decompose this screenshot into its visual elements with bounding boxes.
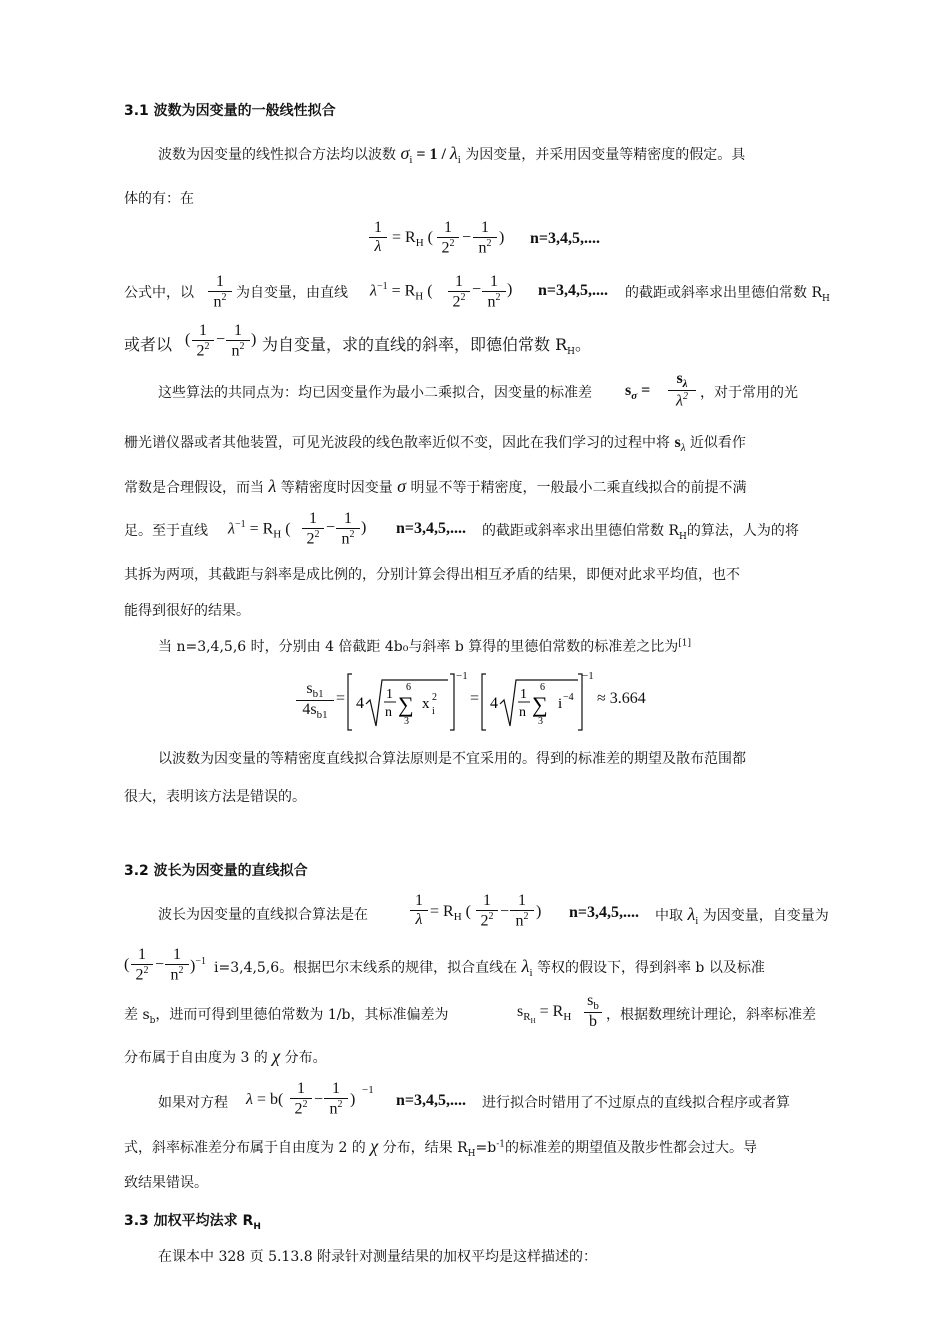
paragraph-line: 式，斜率标准差分布属于自由度为 2 的 χ 分布，结果 $R_H=b^{-1}$的标准差的期望值及散步性都会过大。导 xyxy=(124,1136,757,1159)
svg-text:6: 6 xyxy=(406,682,411,693)
fraction-inline: $\frac{1}{n^2}$ xyxy=(208,273,232,311)
equation-inline: $\lambda^{-1} = R_H$ ( xyxy=(370,281,433,303)
paragraph-line: 分布属于自由度为 3 的 χ 分布。 xyxy=(124,1046,327,1066)
paragraph-line: 致结果错误。 xyxy=(124,1175,208,1191)
fraction-inline: $\frac{1}{2^2}$ xyxy=(192,322,214,360)
svg-text:x: x xyxy=(422,696,430,712)
svg-text:∑: ∑ xyxy=(532,692,548,717)
fraction-inline: $\frac{1}{n^2}$ xyxy=(324,1080,348,1118)
fraction-inline: $\frac{1}{n^2}$ xyxy=(336,510,360,548)
svg-text:n: n xyxy=(385,705,392,720)
n-range: n=3,4,5,.... xyxy=(538,282,609,299)
svg-text:−4: −4 xyxy=(563,692,574,703)
svg-text:i: i xyxy=(432,706,435,717)
equation-inline: $\lambda^{-1} = R_H$ ( xyxy=(228,519,291,541)
fraction-inline: $\frac{1}{n^2}$ xyxy=(226,322,250,360)
paragraph-line: 波长为因变量的直线拟合算法是在 xyxy=(158,907,368,923)
paragraph-line: 波数为因变量的线性拟合方法均以波数 $\sigma_i = 1 / \lambda_i$ 为因变量，并采用因变量等精密度的假定。具 xyxy=(158,143,746,166)
paragraph-line: 公式中，以 xyxy=(124,285,194,301)
section-3-2-heading: 3.2 波长为因变量的直线拟合 xyxy=(124,863,308,879)
n-range: n=3,4,5,.... xyxy=(396,1092,467,1109)
svg-text:n: n xyxy=(519,705,526,720)
ratio-value: ≈ 3.664 xyxy=(597,690,646,707)
paragraph-line: 以波数为因变量的等精密度直线拟合算法原则是不宜采用的。得到的标准差的期望及散布范围都 xyxy=(158,751,746,767)
equation-inline: = $R_H$ ( xyxy=(430,903,471,924)
paragraph-line: 足。至于直线 xyxy=(124,523,208,539)
paragraph-line: 这些算法的共同点为：均已因变量作为最小二乘拟合，因变量的标准差 xyxy=(158,385,592,401)
equation-inline: $s_\sigma$ = xyxy=(625,382,651,403)
svg-text:2: 2 xyxy=(432,692,437,703)
svg-text:3: 3 xyxy=(538,716,543,727)
svg-text:3: 3 xyxy=(404,716,409,727)
svg-text:4: 4 xyxy=(490,695,498,712)
paragraph-line: 在课本中 328 页 5.13.8 附录针对测量结果的加权平均是这样描述的： xyxy=(158,1249,598,1265)
paragraph-line: 中取 $\lambda_i$ 为因变量，自变量为 xyxy=(655,904,829,927)
svg-text:6: 6 xyxy=(540,682,545,693)
paragraph-line: 为自变量，由直线 xyxy=(236,285,348,301)
root-expression-2 xyxy=(478,670,588,734)
section-3-3-heading: 3.3 加权平均法求 $R_H$ xyxy=(124,1213,261,1232)
paragraph-line: 如果对方程 xyxy=(158,1095,228,1111)
paragraph-line: 常数是合理假设，而当 λ 等精密度时因变量 σ 明显不等于精密度，一般最小二乘直线拟合的前提不满 xyxy=(124,476,747,496)
paragraph-line: 体的有：在 xyxy=(124,191,194,207)
paragraph-line: 进行拟合时错用了不过原点的直线拟合程序或者算 xyxy=(482,1095,790,1111)
paragraph-line: 其拆为两项，其截距与斜率是成比例的，分别计算会得出相互矛盾的结果，即便对此求平均值，也不 xyxy=(124,567,740,583)
fraction-inline: $\frac{1}{2^2}$ xyxy=(131,946,153,984)
fraction-inline: $\frac{1}{2^2}$ xyxy=(448,273,470,311)
section-3-1-heading: 3.1 波数为因变量的一般线性拟合 xyxy=(124,103,336,119)
paragraph-line: 的截距或斜率求出里德伯常数 $R_H$的算法，人为的将 xyxy=(482,523,799,542)
fraction-inline: $\frac{s_b}{b}$ xyxy=(584,992,602,1031)
paragraph-line: 或者以 xyxy=(124,335,173,354)
paragraph-line: ，根据数理统计理论，斜率标准差 xyxy=(606,1007,816,1023)
paragraph-line: ，对于常用的光 xyxy=(700,385,798,401)
fraction-inline: $\frac{1}{2^2}$ xyxy=(290,1080,312,1118)
fraction-inline: $\frac{1}{2^2}$ xyxy=(302,510,324,548)
paragraph-line: 栅光谱仪器或者其他装置，可见光波段的线色散率近似不变，因此在我们学习的过程中将 $s_\lambda$ 近似看作 xyxy=(124,434,746,454)
paragraph-line: 的截距或斜率求出里德伯常数 $R_H$ xyxy=(625,285,830,304)
fraction-inline: $\frac{s_\lambda}{\lambda^2}$ xyxy=(668,370,696,411)
fraction-inline: $\frac{1}{n^2}$ xyxy=(482,273,506,311)
paragraph-line: 很大，表明该方法是错误的。 xyxy=(124,789,306,805)
fraction-inline: $\frac{1}{n^2}$ xyxy=(165,946,189,984)
svg-text:4: 4 xyxy=(356,695,364,712)
svg-text:1: 1 xyxy=(386,687,393,702)
fraction-inline: $\frac{1}{2^2}$ xyxy=(476,892,498,930)
equation-inline: λ = b( xyxy=(246,1091,284,1108)
root-expression-1 xyxy=(340,670,460,734)
fraction-inline: $\frac{1}{n^2}$ xyxy=(510,892,534,930)
n-range: n=3,4,5,.... xyxy=(396,520,467,537)
svg-text:1: 1 xyxy=(520,687,527,702)
n-range: n=3,4,5,.... xyxy=(569,904,640,921)
svg-text:i: i xyxy=(558,696,563,712)
svg-text:∑: ∑ xyxy=(398,692,414,717)
paragraph-line: 为自变量，求的直线的斜率，即德伯常数 $R_H$。 xyxy=(262,335,592,358)
equation-inline: ( xyxy=(124,956,130,973)
paragraph-line: 差 $s_b$，进而可得到里德伯常数为 1/b，其标准偏差为 xyxy=(124,1007,449,1026)
paragraph-line: 当 n=3,4,5,6 时，分别由 4 倍截距 4b₀与斜率 b 算得的里德伯常数的标准差之比为[1] xyxy=(158,638,691,655)
equation-inline: $s_{R_H} = R_H$ xyxy=(517,1003,572,1026)
paragraph-line: i=3,4,5,6。根据巴尔末线系的规律，拟合直线在 $\lambda_i$ 等权的假设下，得到斜率 b 以及标准 xyxy=(214,956,765,979)
paragraph-line: 能得到很好的结果。 xyxy=(124,603,250,619)
fraction-inline: $\frac{1}{\lambda}$ xyxy=(410,892,428,929)
